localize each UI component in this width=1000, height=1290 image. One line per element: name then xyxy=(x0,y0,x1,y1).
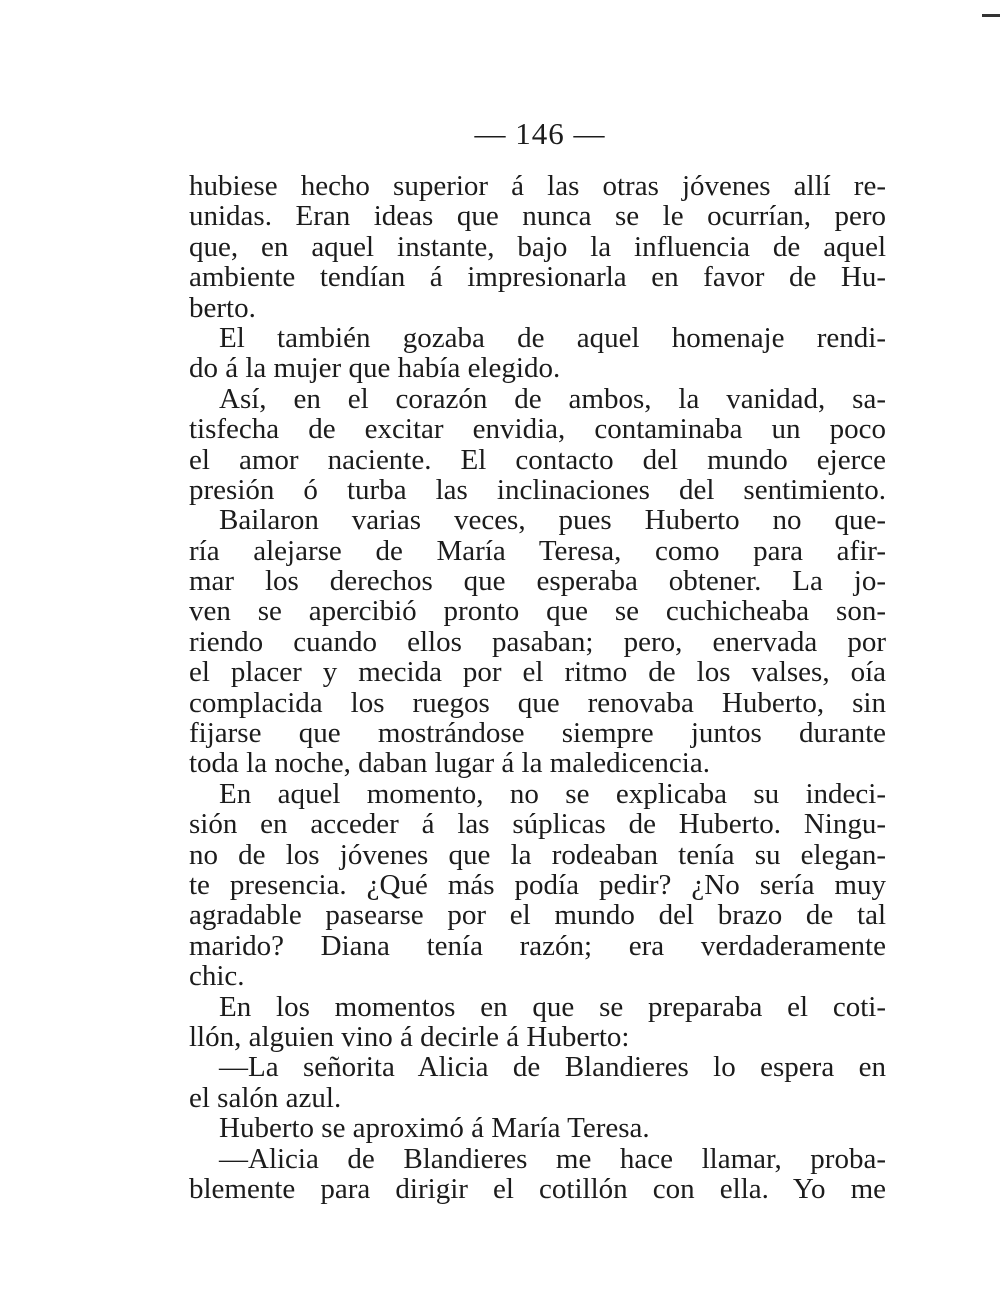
text-line: ría alejarse de María Teresa, como para afir- xyxy=(189,534,886,567)
text-line: Así, en el corazón de ambos, la vanidad, sa- xyxy=(219,382,886,415)
text-line: complacida los ruegos que renovaba Huberto, sin xyxy=(189,686,886,719)
text-line: Huberto se aproximó á María Teresa. xyxy=(219,1112,650,1145)
text-line: toda la noche, daban lugar á la maledicencia. xyxy=(189,747,710,780)
text-line: —Alicia de Blandieres me hace llamar, proba- xyxy=(219,1142,886,1175)
text-line: En aquel momento, no se explicaba su indeci- xyxy=(219,777,886,810)
text-line: do á la mujer que había elegido. xyxy=(189,352,561,385)
body-text xyxy=(189,171,886,1204)
text-line: —La señorita Alicia de Blandieres lo espera en xyxy=(219,1051,886,1084)
text-line: agradable pasearse por el mundo del brazo de tal xyxy=(189,899,886,932)
text-line: chic. xyxy=(189,960,245,993)
text-line: el amor naciente. El contacto del mundo ejerce xyxy=(189,443,886,476)
text-line: riendo cuando ellos pasaban; pero, enervada por xyxy=(189,625,886,658)
text-line: sión en acceder á las súplicas de Huberto. Ningu- xyxy=(189,808,886,841)
page-number: — 146 — xyxy=(474,116,606,151)
text-line: unidas. Eran ideas que nunca se le ocurrían, pero xyxy=(189,200,886,233)
text-line: que, en aquel instante, bajo la influencia de aquel xyxy=(189,230,886,263)
text-line: ven se apercibió pronto que se cuchicheaba son- xyxy=(189,595,886,628)
text-line: ambiente tendían á impresionarla en favor de Hu- xyxy=(189,261,886,294)
text-line: El también gozaba de aquel homenaje rendi- xyxy=(219,321,886,354)
text-line: Bailaron varias veces, pues Huberto no que- xyxy=(219,504,886,537)
text-line: En los momentos en que se preparaba el coti- xyxy=(219,990,886,1023)
text-line: hubiese hecho superior á las otras jóvenes allí re- xyxy=(189,170,886,202)
text-line: presión ó turba las inclinaciones del sentimiento. xyxy=(189,473,886,506)
text-line: el salón azul. xyxy=(189,1081,342,1114)
text-line: marido? Diana tenía razón; era verdaderamente xyxy=(189,929,886,962)
text-line: berto. xyxy=(189,291,256,324)
text-line: mar los derechos que esperaba obtener. La jo- xyxy=(189,565,886,598)
text-line: fijarse que mostrándose siempre juntos durante xyxy=(189,717,886,750)
text-line: te presencia. ¿Qué más podía pedir? ¿No sería muy xyxy=(189,868,886,901)
text-line: el placer y mecida por el ritmo de los valses, oía xyxy=(189,656,886,689)
text-line: no de los jóvenes que la rodeaban tenía su elegan- xyxy=(189,838,886,871)
text-line: blemente para dirigir el cotillón con ella. Yo me xyxy=(189,1172,886,1205)
text-line: llón, alguien vino á decirle á Huberto: xyxy=(189,1020,630,1053)
scan-mark xyxy=(982,14,1000,17)
text-line: tisfecha de excitar envidia, contaminaba un poco xyxy=(189,413,886,446)
